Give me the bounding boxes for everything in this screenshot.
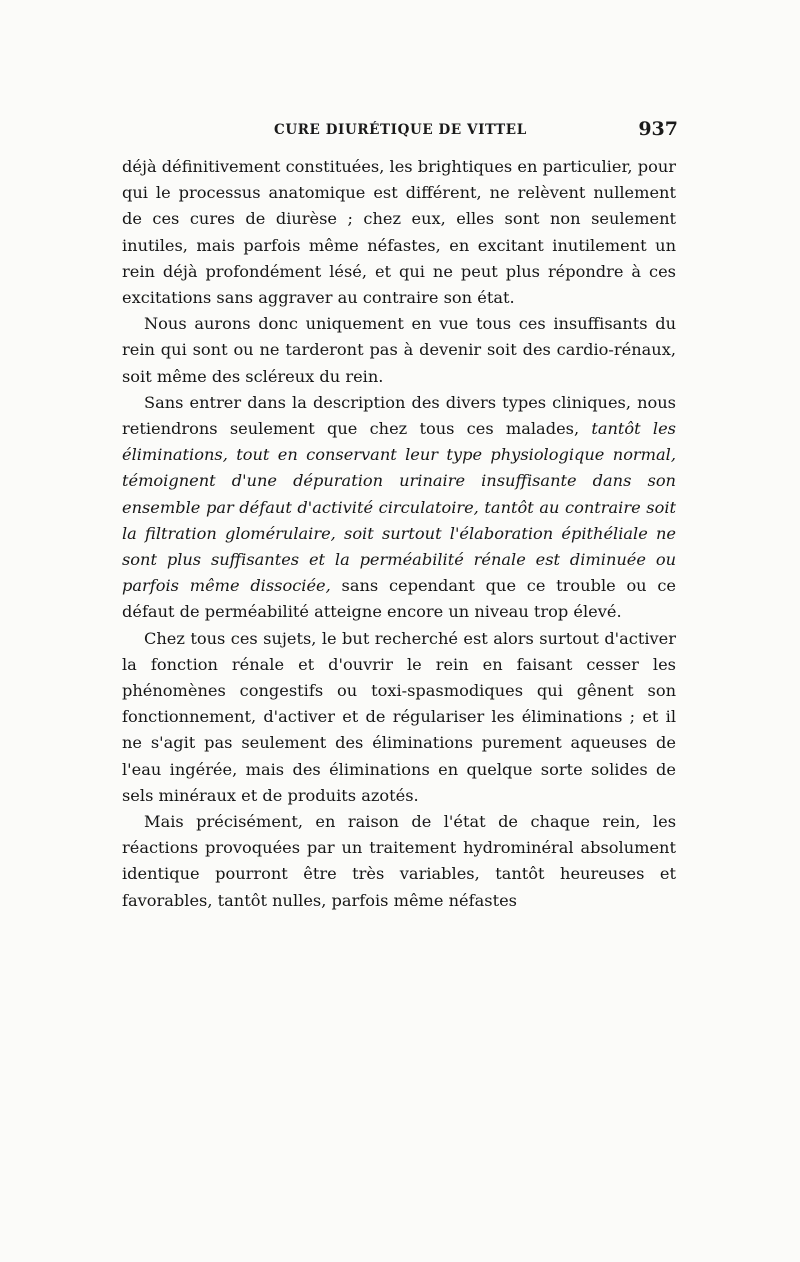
- running-title: CURE DIURÉTIQUE DE VITTEL: [274, 122, 527, 138]
- paragraph-5-text: Mais précisément, en raison de l'état de chaque rein, les réactions provoquées par un traitement hydrominéral absolument identique pourront être très variables, tantôt heureuses et favorables, tantôt nulles, parfois même néfastes: [122, 812, 676, 910]
- page-number: 937: [638, 118, 678, 140]
- paragraph-4-text: Chez tous ces sujets, le but recherché est alors surtout d'activer la fonction rénale et d'ouvrir le rein en faisant cesser les phénomènes congestifs ou toxi-spasmodiques qui gênent son fonctionnement, d'activer et de régulariser les éliminations ; et il ne s'agit pas seulement des éliminations purement aqueuses de l'eau ingérée, mais des éliminations en quelque sorte solides de sels minéraux et de produits azotés.: [122, 628, 676, 805]
- body-text: [122, 154, 676, 914]
- paragraph-5: [122, 809, 676, 914]
- paragraph-3-italic-passage: tantôt les éliminations, tout en conservant leur type physiologique normal, témoignent d'une dépuration urinaire insuffisante dans son ensemble par défaut d'activité circulatoire, tantôt au contraire soit la filtration glomérulaire, soit surtout l'élaboration épithéliale ne sont plus suffisantes et la perméabilité rénale est diminuée ou parfois même dissociée,: [122, 419, 676, 596]
- paragraph-3-text-start: Sans entrer dans la description des divers types cliniques, nous retiendrons seulement que chez tous ces malades,: [122, 392, 676, 439]
- page-header: [122, 118, 682, 144]
- paragraph-3: [122, 390, 676, 626]
- paragraph-1: [122, 154, 676, 311]
- paragraph-3-text-end: sans cependant que ce trouble ou ce défaut de perméabilité atteigne encore un niveau trop élevé.: [122, 576, 677, 622]
- paragraph-1-text: déjà définitivement constituées, les brightiques en particulier, pour qui le processus anatomique est différent, ne relèvent nullement de ces cures de diurèse ; chez eux, elles sont non seulement inutiles, mais parfois même néfastes, en excitant inutilement un rein déjà profondément lésé, et qui ne peut plus répondre à ces excitations sans aggraver au contraire son état.: [122, 157, 676, 308]
- paragraph-2: [122, 311, 676, 390]
- paragraph-4: [122, 626, 676, 809]
- paragraph-2-text: Nous aurons donc uniquement en vue tous ces insuffisants du rein qui sont ou ne tarderont pas à devenir soit des cardio-rénaux, soit même des scléreux du rein.: [122, 314, 676, 386]
